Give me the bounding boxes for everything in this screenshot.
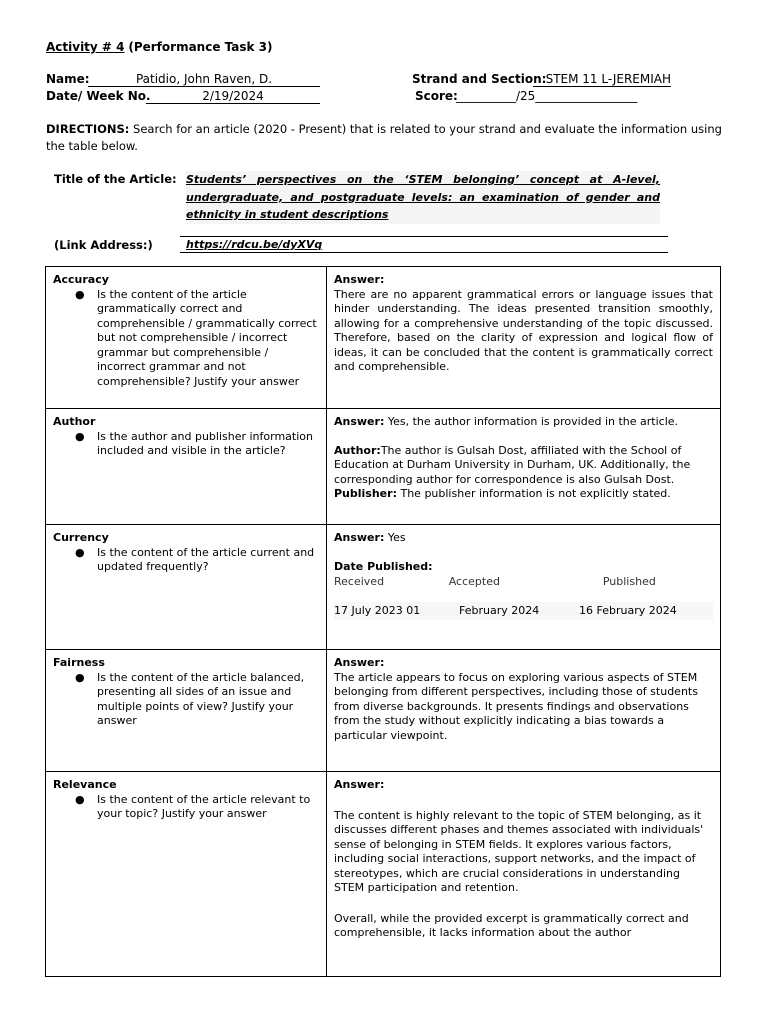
date-values xyxy=(334,602,713,621)
bullet-icon: ● xyxy=(75,792,85,806)
bullet-icon: ● xyxy=(75,429,85,443)
article-title: Students’ perspectives on the ‘STEM belonging’ concept at A-level, undergraduate, and postgraduate levels: an examination of gender and ethnicity in student descriptions xyxy=(186,171,660,224)
publisher-text: The publisher information is not explicitly stated. xyxy=(400,487,671,500)
bullet-icon: ● xyxy=(75,287,85,301)
answer-line xyxy=(334,531,713,546)
table-row-accuracy xyxy=(46,267,721,409)
answer-cell xyxy=(327,409,721,525)
directions-text: Search for an article (2020 - Present) that is related to your strand and evaluate the information using the table below. xyxy=(46,122,722,153)
question-text: Is the content of the article relevant to your topic? Justify your answer xyxy=(97,792,311,820)
activity-title xyxy=(46,40,273,54)
answer-text: Yes, the author information is provided in the article. xyxy=(387,415,679,428)
table-row-fairness xyxy=(46,650,721,772)
criterion-title: Relevance xyxy=(53,778,117,791)
criterion-title: Currency xyxy=(53,531,109,544)
article-link[interactable]: https://rdcu.be/dyXVq xyxy=(186,238,323,251)
answer-cell xyxy=(327,650,721,772)
name-label: Name: xyxy=(46,72,90,86)
published-value: 16 February 2024 xyxy=(579,603,677,617)
score-label: Score: xyxy=(415,89,458,103)
accepted-header: Accepted xyxy=(448,575,500,588)
task-label: (Performance Task 3) xyxy=(128,40,273,54)
evaluation-table xyxy=(45,266,721,977)
answer-text: Yes xyxy=(387,531,406,544)
answer-text: The article appears to focus on exploring various aspects of STEM belonging from different perspectives, including those of students from diverse backgrounds. It presents findings and observations from the study without explicitly indicating a bias towards a particular viewpoint. xyxy=(334,670,698,742)
bullet-icon: ● xyxy=(75,545,85,559)
criterion-question xyxy=(53,793,319,822)
article-title-label: Title of the Article: xyxy=(54,172,177,186)
answer-label: Answer: xyxy=(334,656,385,669)
criterion-question xyxy=(53,671,319,729)
author-label: Author: xyxy=(334,443,381,457)
author-text: The author is Gulsah Dost, affiliated with the School of Education at Durham University in Durham, UK. Additionally, the corresponding author for correspondence is also Gulsah Dost. xyxy=(334,443,691,486)
received-header: Received xyxy=(334,575,385,588)
criterion-question xyxy=(53,546,319,575)
strand-label: Strand and Section: xyxy=(412,72,547,86)
criterion-cell xyxy=(46,267,327,409)
table-row-relevance xyxy=(46,772,721,977)
activity-number: Activity # 4 xyxy=(46,40,125,54)
answer-cell xyxy=(327,267,721,409)
answer-text-2: Overall, while the provided excerpt is grammatically correct and comprehensible, it lacks information about the author xyxy=(334,911,689,939)
criterion-cell xyxy=(46,525,327,650)
question-text: Is the author and publisher information included and visible in the article? xyxy=(97,429,313,457)
date-field: 2/19/2024 xyxy=(146,89,320,104)
answer-cell xyxy=(327,772,721,977)
answer-text: There are no apparent grammatical errors or language issues that hinder understanding. The ideas presented transition smoothly, allowing for a comprehensive understanding of the topic discussed. Therefore, based on the clarity of expression and logical flow of ideas, it can be concluded that the content is grammatically correct and comprehensible. xyxy=(334,287,713,373)
criterion-question xyxy=(53,288,319,390)
directions xyxy=(46,121,726,155)
date-published-label: Date Published: xyxy=(334,559,433,573)
title-underline xyxy=(180,236,668,237)
table-row-currency xyxy=(46,525,721,650)
strand-field: STEM 11 L-JEREMIAH xyxy=(533,72,671,87)
received-value: 17 July 2023 01 xyxy=(334,603,421,617)
question-text: Is the content of the article current and updated frequently? xyxy=(97,545,315,573)
criterion-cell xyxy=(46,409,327,525)
published-header: Published xyxy=(602,575,656,588)
answer-cell xyxy=(327,525,721,650)
link-label: (Link Address:) xyxy=(54,238,153,252)
criterion-cell xyxy=(46,650,327,772)
criterion-title: Author xyxy=(53,415,96,428)
answer-label: Answer: xyxy=(334,531,385,544)
author-line xyxy=(334,444,713,488)
criterion-title: Fairness xyxy=(53,656,105,669)
bullet-icon: ● xyxy=(75,670,85,684)
criterion-title: Accuracy xyxy=(53,273,109,286)
criterion-question xyxy=(53,430,319,459)
answer-text: The content is highly relevant to the topic of STEM belonging, as it discusses different phases and themes associated with individuals' sense of belonging in STEM fields. It explores various factors, including social interactions, support networks, and the impact of stereotypes, which are crucial considerations in understanding STEM participation and retention. xyxy=(334,808,704,894)
publisher-label: Publisher: xyxy=(334,487,397,500)
answer-label: Answer: xyxy=(334,415,385,428)
publisher-line xyxy=(334,487,713,502)
accepted-value: February 2024 xyxy=(459,603,540,617)
question-text: Is the content of the article grammatically correct and comprehensible / grammatically correct but not comprehensible / incorrect grammar but comprehensible / incorrect grammar and not comprehensible? Justify your answer xyxy=(97,287,317,388)
name-field: Patidio, John Raven, D. xyxy=(88,72,320,87)
question-text: Is the content of the article balanced, presenting all sides of an issue and multiple points of view? Justify your answer xyxy=(97,670,305,727)
directions-label: DIRECTIONS: xyxy=(46,122,130,136)
criterion-cell xyxy=(46,772,327,977)
score-field: __________/25_________________ xyxy=(456,89,638,103)
answer-line xyxy=(334,415,713,430)
answer-label: Answer: xyxy=(334,273,385,286)
link-underline xyxy=(180,252,668,253)
date-columns-header xyxy=(334,575,713,590)
answer-label: Answer: xyxy=(334,778,385,791)
table-row-author xyxy=(46,409,721,525)
date-label: Date/ Week No. xyxy=(46,89,151,103)
